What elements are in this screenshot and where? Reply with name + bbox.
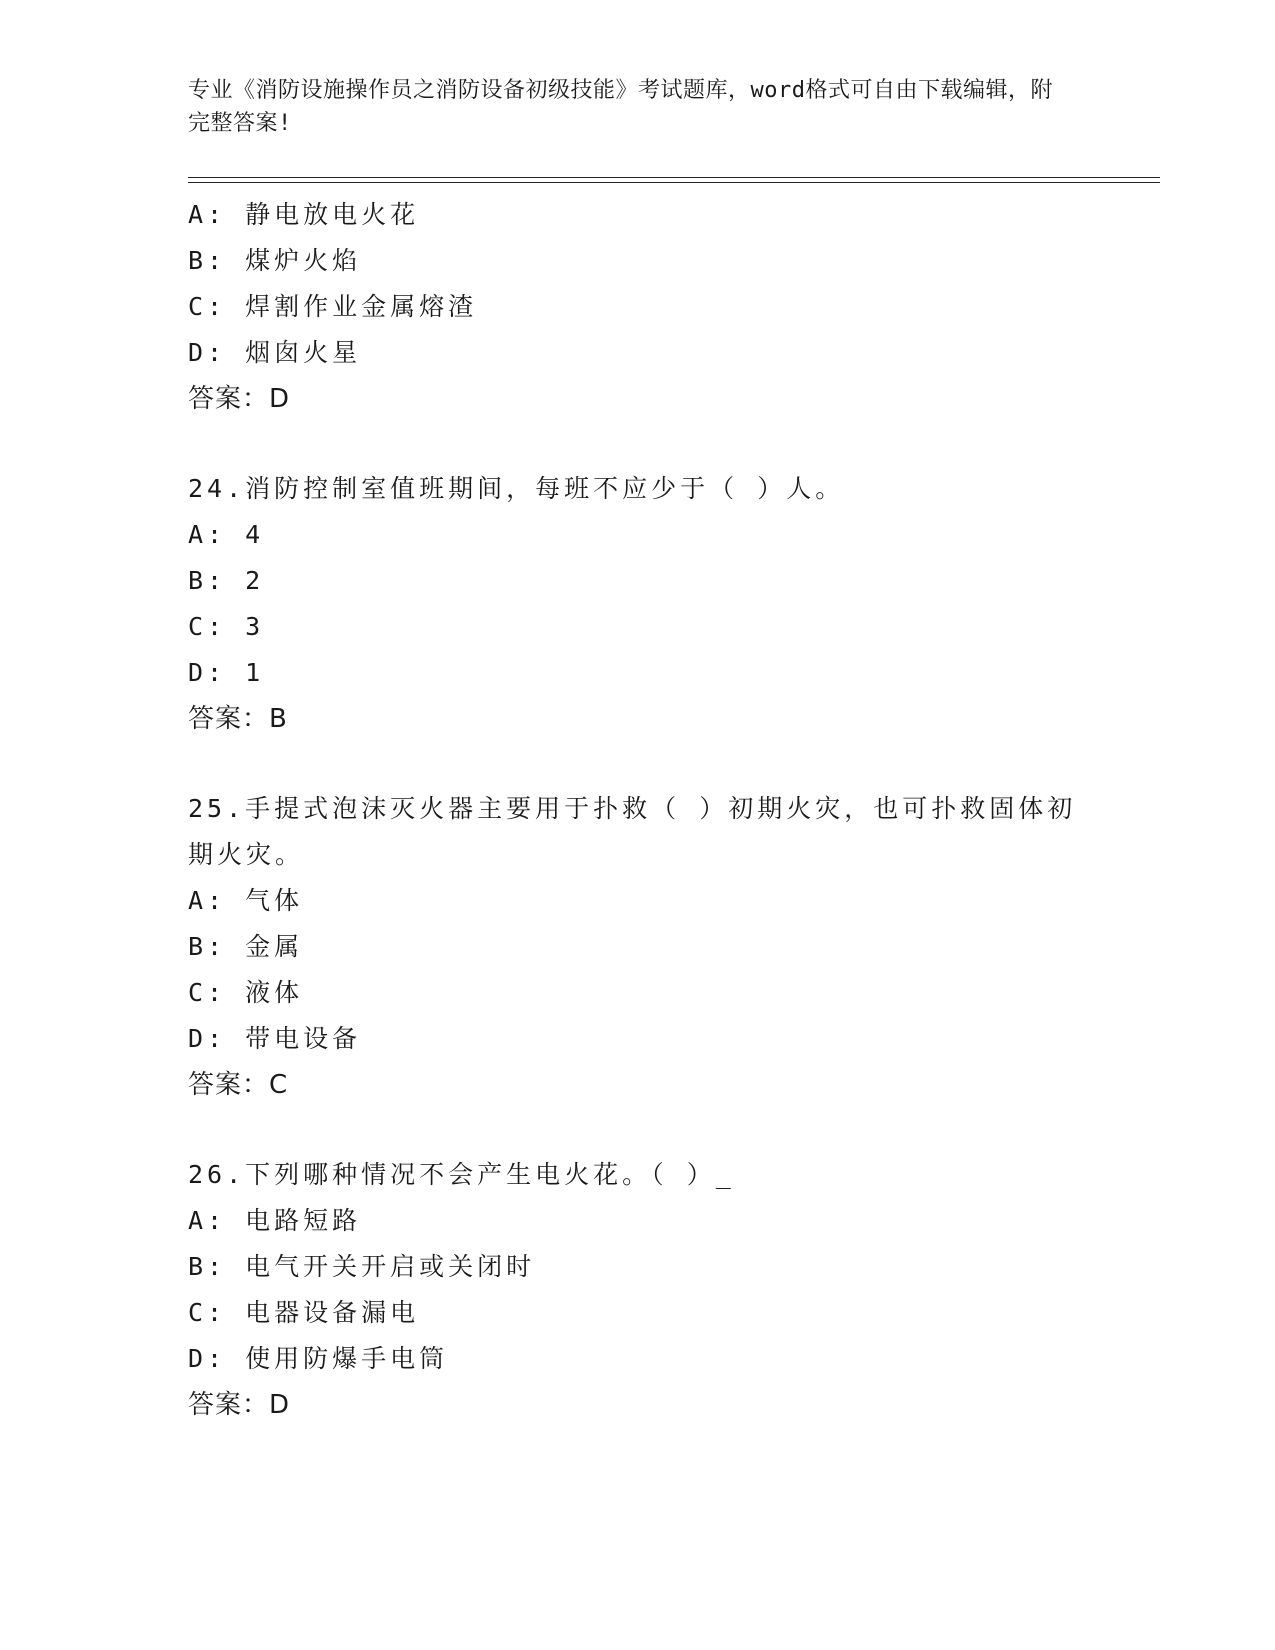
option-c: C: 液体 (188, 978, 304, 1007)
option-b: B: 金属 (188, 932, 304, 961)
question-24 (188, 466, 1088, 742)
question-25 (188, 786, 1088, 1108)
option-a: A: 静电放电火花 (188, 200, 420, 229)
option-b: B: 2 (188, 566, 265, 595)
answer-line: 答案：D (188, 1390, 291, 1420)
header-divider-top (188, 177, 1160, 178)
question-23 (188, 192, 1088, 422)
question-stem: 26.下列哪种情况不会产生电火花。（ ）_ (188, 1160, 735, 1189)
option-a: A: 气体 (188, 886, 304, 915)
option-d: D: 使用防爆手电筒 (188, 1344, 449, 1373)
option-c: C: 3 (188, 612, 265, 641)
question-stem: 25.手提式泡沫灭火器主要用于扑救（ ）初期火灾，也可扑救固体初期火灾。 (188, 794, 1077, 869)
document-header: 专业《消防设施操作员之消防设备初级技能》考试题库，word格式可自由下载编辑，附完整答案! (188, 78, 1053, 136)
option-d: D: 1 (188, 658, 265, 687)
option-b: B: 电气开关开启或关闭时 (188, 1252, 536, 1281)
option-d: D: 烟囱火星 (188, 338, 362, 367)
option-c: C: 电器设备漏电 (188, 1298, 420, 1327)
header-divider-bottom (188, 182, 1160, 183)
question-26 (188, 1152, 1088, 1428)
option-a: A: 电路短路 (188, 1206, 362, 1235)
answer-line: 答案：D (188, 384, 291, 414)
option-c: C: 焊割作业金属熔渣 (188, 292, 478, 321)
answer-line: 答案：B (188, 704, 288, 734)
option-a: A: 4 (188, 520, 265, 549)
question-list (188, 192, 1088, 1428)
answer-line: 答案：C (188, 1070, 289, 1100)
question-stem: 24.消防控制室值班期间，每班不应少于（ ）人。 (188, 474, 845, 503)
option-d: D: 带电设备 (188, 1024, 362, 1053)
option-b: B: 煤炉火焰 (188, 246, 362, 275)
